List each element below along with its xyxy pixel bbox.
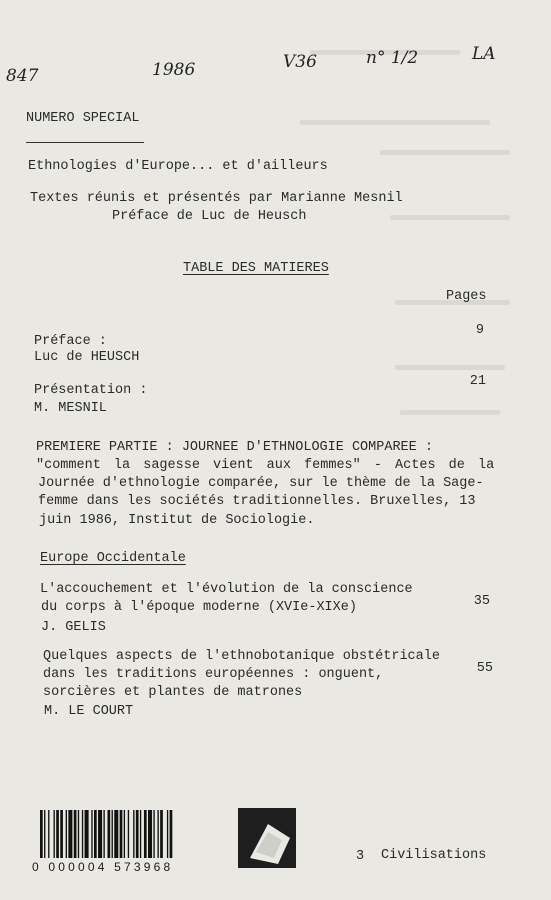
pages-label: Pages — [446, 289, 487, 304]
barcode-bar — [40, 810, 43, 858]
editors-line: Textes réunis et présentés par Marianne Mesnil — [30, 191, 403, 206]
part-one-line: femme dans les sociétés traditionnelles. Bruxelles, 13 — [38, 494, 476, 509]
barcode-bar — [68, 810, 72, 858]
barcode-bar — [56, 810, 59, 858]
barcode-bar — [94, 810, 97, 858]
toc-entry-author: M. MESNIL — [34, 401, 107, 416]
handwritten-code: LA — [472, 44, 496, 64]
article-title-line: du corps à l'époque moderne (XVIe-XIXe) — [41, 600, 357, 615]
article-title-line: sorcières et plantes de matrones — [43, 685, 303, 700]
publication-name: Civilisations — [381, 848, 487, 863]
header-rule — [26, 142, 144, 143]
barcode-bar — [91, 810, 92, 858]
special-issue-label: NUMERO SPECIAL — [26, 111, 140, 126]
barcode-bar — [120, 810, 123, 858]
part-one-line: Journée d'ethnologie comparée, sur le thème de la Sage- — [38, 476, 484, 491]
barcode-bar — [140, 810, 141, 858]
barcode-bar — [54, 810, 55, 858]
toc-heading: TABLE DES MATIERES — [183, 261, 329, 276]
part-one-line: "comment la sagesse vient aux femmes" - Actes de la — [36, 458, 495, 473]
part-one-line: juin 1986, Institut de Sociologie. — [39, 513, 315, 528]
barcode-bar — [66, 810, 67, 858]
barcode-bar — [82, 810, 83, 858]
barcode-bar — [60, 810, 63, 858]
article-page: 55 — [476, 661, 493, 676]
article-author: J. GELIS — [41, 620, 106, 635]
section-heading: Europe Occidentale — [40, 551, 186, 566]
page-number: 3 — [356, 849, 365, 864]
barcode-bar — [98, 810, 102, 858]
handwritten-year: 1986 — [152, 60, 196, 80]
barcode — [40, 810, 236, 858]
barcode-bar — [160, 810, 163, 858]
article-title-line: dans les traditions européennes : onguent, — [43, 667, 384, 682]
barcode-bar — [124, 810, 125, 858]
barcode-digits: 0 000004 573968 — [32, 860, 174, 874]
barcode-bar — [48, 810, 49, 858]
toc-entry-title: Présentation : — [34, 383, 148, 398]
article-page: 35 — [473, 594, 490, 609]
barcode-bar — [112, 810, 113, 858]
part-one-line: PREMIERE PARTIE : JOURNEE D'ETHNOLOGIE COMPAREE : — [36, 440, 433, 455]
issue-title: Ethnologies d'Europe... et d'ailleurs — [28, 159, 328, 174]
toc-entry-page: 9 — [475, 323, 484, 338]
barcode-bar — [85, 810, 89, 858]
handwritten-issue: n° 1/2 — [366, 48, 419, 68]
barcode-bar — [157, 810, 158, 858]
barcode-bar — [108, 810, 111, 858]
barcode-bar — [114, 810, 118, 858]
barcode-bar — [144, 810, 147, 858]
toc-entry-title: Préface : — [34, 334, 107, 349]
barcode-bar — [167, 810, 168, 858]
article-title-line: Quelques aspects de l'ethnobotanique obstétricale — [43, 649, 440, 664]
barcode-bar — [153, 810, 154, 858]
toc-entry-page: 21 — [469, 374, 486, 389]
barcode-bar — [170, 810, 173, 858]
barcode-bar — [103, 810, 104, 858]
barcode-bar — [133, 810, 134, 858]
barcode-bar — [136, 810, 139, 858]
barcode-bar — [128, 810, 129, 858]
barcode-bar — [74, 810, 77, 858]
article-title-line: L'accouchement et l'évolution de la conscience — [40, 582, 413, 597]
barcode-bar — [148, 810, 152, 858]
article-author: M. LE COURT — [44, 704, 134, 719]
handwritten-ref: 847 — [6, 66, 39, 86]
barcode-bar — [44, 810, 45, 858]
toc-entry-author: Luc de HEUSCH — [34, 350, 140, 365]
preface-by-line: Préface de Luc de Heusch — [112, 209, 307, 224]
barcode-bar — [78, 810, 79, 858]
publisher-logo — [238, 808, 296, 868]
handwritten-volume: V36 — [283, 52, 317, 72]
